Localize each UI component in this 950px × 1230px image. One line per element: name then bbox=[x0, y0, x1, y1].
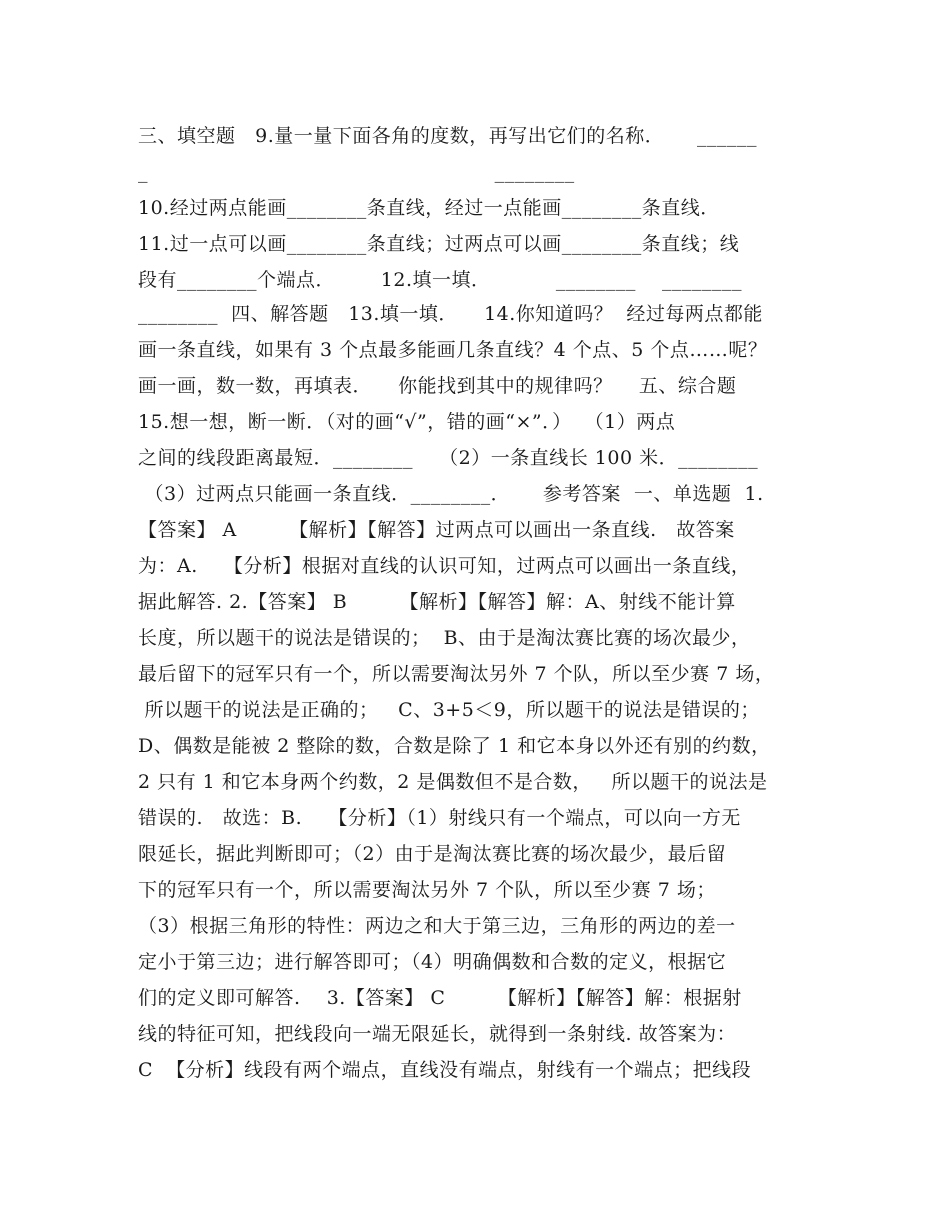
text-line: 段有________个端点． 12.填一填． ________ ________ bbox=[138, 269, 743, 291]
text-line: （3）过两点只能画一条直线．________． 参考答案 一、单选题 1. bbox=[138, 483, 764, 505]
text-line: 2 只有 1 和它本身两个约数，2 是偶数但不是合数， 所以题干的说法是 bbox=[138, 771, 768, 793]
text-line: 错误的. 故选：B. 【分析】（1）射线只有一个端点，可以向一方无 bbox=[138, 807, 741, 829]
text-line: 为：A. 【分析】根据对直线的认识可知，过两点可以画出一条直线， bbox=[138, 555, 751, 577]
text-line: 据此解答. 2.【答案】 B 【解析】【解答】解：A、射线不能计算 bbox=[138, 591, 736, 613]
text-line: D、偶数是能被 2 整除的数，合数是除了 1 和它本身以外还有别的约数， bbox=[138, 735, 771, 757]
text-line: 限延长，据此判断即可；（2）由于是淘汰赛比赛的场次最少，最后留 bbox=[138, 843, 727, 865]
text-line: 三、填空题 9.量一量下面各角的度数，再写出它们的名称． ______ bbox=[138, 125, 757, 147]
text-line: ________ 四、解答题 13.填一填． 14.你知道吗？ 经过每两点都能 bbox=[138, 303, 763, 325]
text-line: 最后留下的冠军只有一个，所以需要淘汰另外 7 个队，所以至少赛 7 场， bbox=[138, 663, 775, 685]
text-line: _ ________ bbox=[138, 161, 575, 183]
text-line: 下的冠军只有一个，所以需要淘汰另外 7 个队，所以至少赛 7 场； bbox=[138, 879, 716, 901]
text-line: C 【分析】线段有两个端点，直线没有端点，射线有一个端点；把线段 bbox=[138, 1059, 752, 1081]
text-line: 11.过一点可以画________条直线；过两点可以画________条直线；线 bbox=[138, 233, 740, 255]
text-line: 之间的线段距离最短．________ （2）一条直线长 100 米．________ bbox=[138, 447, 759, 469]
text-line: 所以题干的说法是正确的； C、3+5＜9，所以题干的说法是错误的； bbox=[138, 699, 760, 721]
text-line: 画一画，数一数，再填表． 你能找到其中的规律吗？ 五、综合题 bbox=[138, 375, 737, 397]
text-line: 【答案】 A 【解析】【解答】过两点可以画出一条直线. 故答案 bbox=[138, 519, 735, 541]
text-line: 10.经过两点能画________条直线，经过一点能画________条直线． bbox=[138, 197, 720, 219]
text-line: 线的特征可知，把线段向一端无限延长，就得到一条射线. 故答案为： bbox=[138, 1023, 737, 1045]
text-line: （3）根据三角形的特性：两边之和大于第三边，三角形的两边的差一 bbox=[138, 915, 736, 937]
text-line: 画一条直线，如果有 3 个点最多能画几条直线？4 个点、5 个点……呢？ bbox=[138, 339, 768, 361]
text-line: 长度，所以题干的说法是错误的； B、由于是淘汰赛比赛的场次最少， bbox=[138, 627, 751, 649]
text-line: 定小于第三边；进行解答即可；（4）明确偶数和合数的定义，根据它 bbox=[138, 951, 727, 973]
text-line: 们的定义即可解答. 3.【答案】 C 【解析】【解答】解：根据射 bbox=[138, 987, 742, 1009]
text-line: 15.想一想，断一断．（对的画“√”，错的画“×”．） （1）两点 bbox=[138, 411, 676, 433]
